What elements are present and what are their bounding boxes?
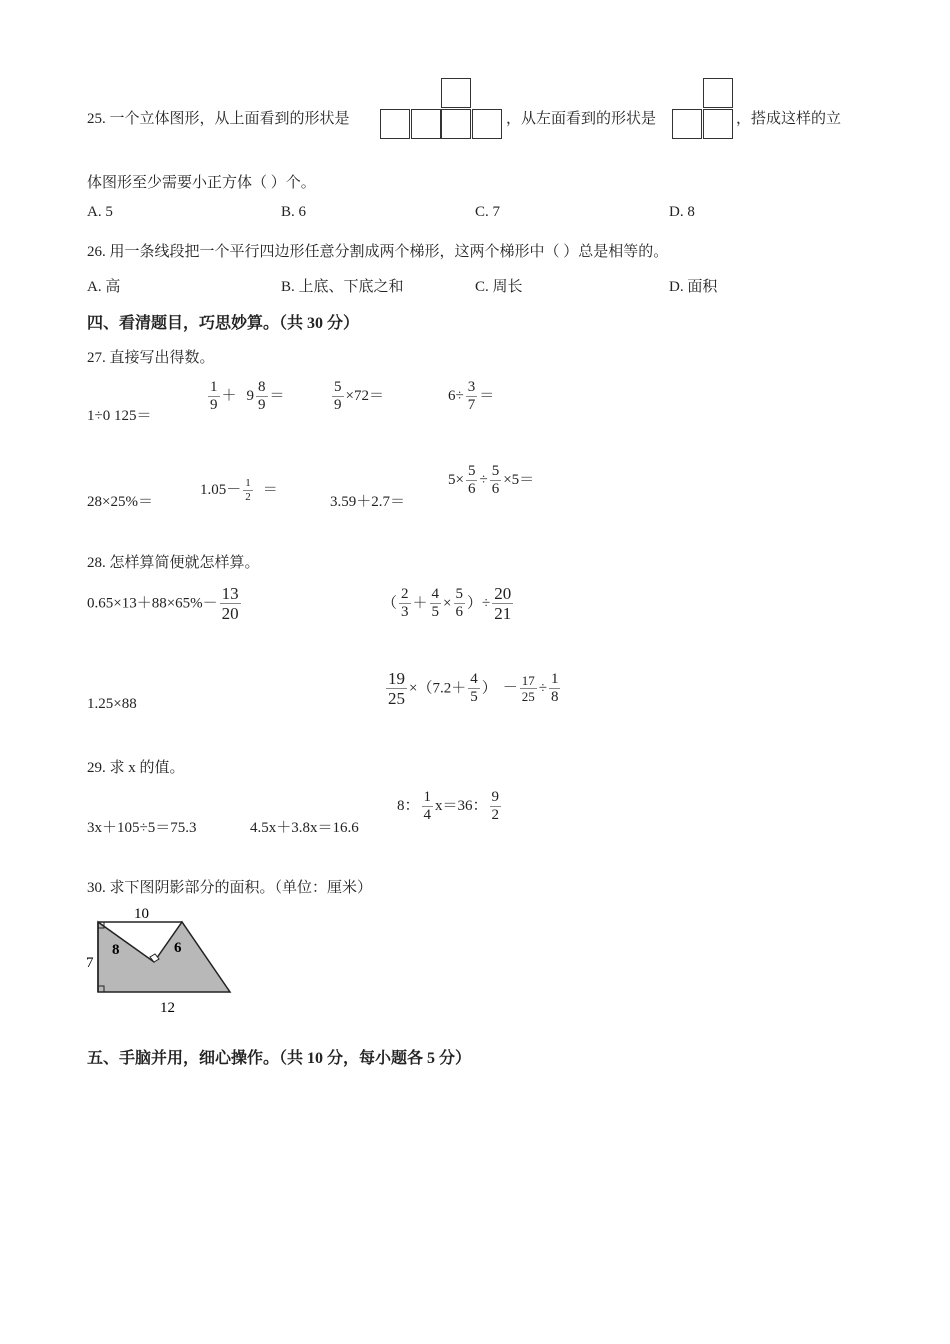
section5-title: 五、手脑并用，细心操作。（共 10 分，每小题各 5 分） — [87, 1050, 472, 1067]
q27-expr-6: 1.05－ $\frac{1}{2}$ ＝ — [200, 477, 278, 503]
label-bottom: 12 — [160, 1000, 175, 1016]
q29-title: 29. 求 x 的值。 — [87, 760, 185, 776]
q30-figure — [82, 900, 242, 1020]
q26-option-a: A. 高 — [87, 279, 121, 295]
q27-title: 27. 直接写出得数。 — [87, 350, 215, 366]
label-left: 7 — [86, 955, 94, 971]
q25-option-b: B. 6 — [281, 204, 307, 220]
q29-expr-1: 3x＋105÷5＝75.3 — [87, 820, 197, 836]
q25-option-d: D. 8 — [669, 204, 695, 220]
label-8: 8 — [112, 942, 120, 958]
label-6: 6 — [174, 940, 182, 956]
q27-expr-4: 6÷ $\frac{3}{7}$ ＝ — [448, 379, 495, 413]
section4-title: 四、看清题目，巧思妙算。（共 30 分） — [87, 315, 360, 332]
q25-text-a: 25. 一个立体图形，从上面看到的形状是 — [87, 111, 350, 127]
q27-expr-8: 5× $\frac{5}{6}$ ÷ $\frac{5}{6}$ ×5＝ — [448, 463, 535, 497]
q25-text-b: ，从左面看到的形状是 — [506, 111, 657, 127]
q28-expr-1: 0.65×13＋88×65%－ $\frac{13}{20}$ — [87, 584, 239, 623]
q28-expr-4: $\frac{19}{25}$ ×（7.2＋ $\frac{4}{5}$ ） － $\frac{17}{25}$ ÷ $\frac{1}{8}$ — [388, 669, 559, 708]
q27-expr-7: 3.59＋2.7＝ — [330, 494, 406, 510]
q25-option-c: C. 7 — [475, 204, 501, 220]
q25-option-a: A. 5 — [87, 204, 113, 220]
q25-text-c: ，搭成这样的立 — [736, 111, 842, 127]
q30-title: 30. 求下图阴影部分的面积。（单位：厘米） — [87, 880, 373, 896]
q27-expr-1: 1÷0 125＝ — [87, 408, 152, 424]
q25-line2: 体图形至少需要小正方体（ ）个。 — [87, 175, 316, 191]
top-view-figure — [380, 78, 504, 140]
q29-expr-2: 4.5x＋3.8x＝16.6 — [250, 820, 359, 836]
q28-title: 28. 怎样算简便就怎样算。 — [87, 555, 260, 571]
q26-option-b: B. 上底、下底之和 — [281, 279, 404, 295]
q26-text: 26. 用一条线段把一个平行四边形任意分割成两个梯形，这两个梯形中（ ）总是相等的。 — [87, 244, 669, 260]
q27-expr-5: 28×25%＝ — [87, 494, 153, 510]
left-view-figure — [672, 78, 734, 140]
q27-expr-2: $\frac{1}{9}$ ＋ 9 $\frac{8}{9}$ ＝ — [210, 379, 285, 413]
q28-expr-3: 1.25×88 — [87, 696, 137, 712]
label-top: 10 — [134, 906, 149, 922]
q26-option-c: C. 周长 — [475, 279, 523, 295]
q29-expr-3: 8： $\frac{1}{4}$ x＝36： $\frac{9}{2}$ — [397, 789, 500, 823]
q28-expr-2: （ $\frac{2}{3}$ ＋ $\frac{4}{5}$ × $\frac{5}{6}$ ）÷ $\frac{20}{21}$ — [382, 584, 512, 623]
q26-option-d: D. 面积 — [669, 279, 718, 295]
q27-expr-3: $\frac{5}{9}$ ×72＝ — [334, 379, 384, 413]
